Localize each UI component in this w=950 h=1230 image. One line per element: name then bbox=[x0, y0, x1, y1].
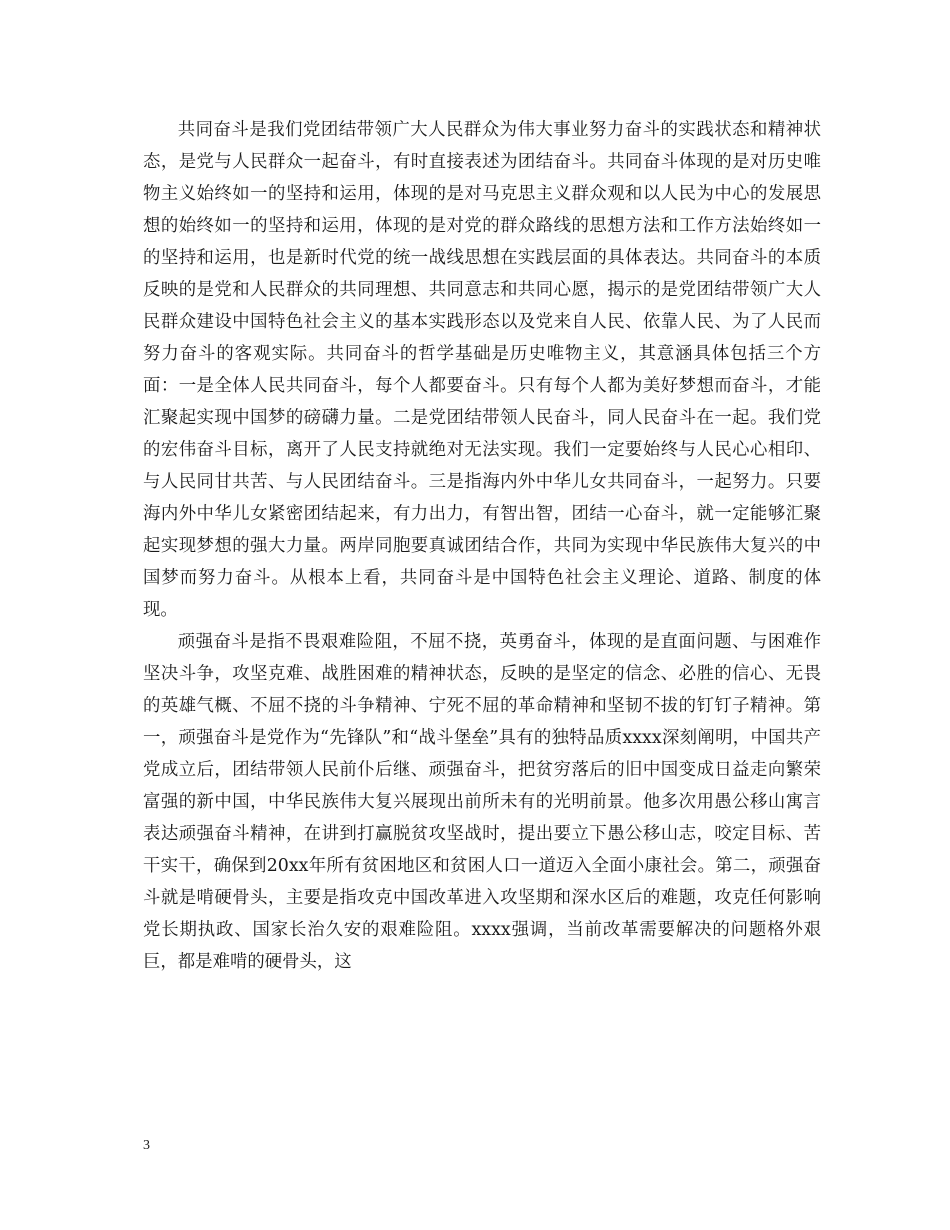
paragraph-tenacious-struggle: 顽强奋斗是指不畏艰难险阻，不屈不挠，英勇奋斗，体现的是直面问题、与困难作坚决斗争，攻坚克难、战胜困难的精神状态，反映的是坚定的信念、必胜的信心、无畏的英雄气概、不屈不挠的斗争精神、宁死不屈的革命精神和坚韧不拔的钉钉子精神。第一，顽强奋斗是党作为“先锋队”和“战斗堡垒”具有的独特品质xxxx深刻阐明，中国共产党成立后，团结带领人民前仆后继、顽强奋斗，把贫穷落后的旧中国变成日益走向繁荣富强的新中国，中华民族伟大复兴展现出前所未有的光明前景。他多次用愚公移山寓言表达顽强奋斗精神，在讲到打赢脱贫攻坚战时，提出要立下愚公移山志，咬定目标、苦干实干，确保到20xx年所有贫困地区和贫困人口一道迈入全面小康社会。第二，顽强奋斗就是啃硬骨头，主要是指攻克中国改革进入攻坚期和深水区后的难题，攻克任何影响党长期执政、国家长治久安的艰难险阻。xxxx强调，当前改革需要解决的问题格外艰巨，都是难啃的硬骨头，这 bbox=[143, 632, 821, 972]
body-text bbox=[143, 114, 821, 978]
page-number: 3 bbox=[143, 1138, 150, 1153]
paragraph-joint-struggle: 共同奋斗是我们党团结带领广大人民群众为伟大事业努力奋斗的实践状态和精神状态，是党与人民群众一起奋斗，有时直接表述为团结奋斗。共同奋斗体现的是对历史唯物主义始终如一的坚持和运用，体现的是对马克思主义群众观和以人民为中心的发展思想的始终如一的坚持和运用，体现的是对党的群众路线的思想方法和工作方法始终如一的坚持和运用，也是新时代党的统一战线思想在实践层面的具体表达。共同奋斗的本质反映的是党和人民群众的共同理想、共同意志和共同心愿，揭示的是党团结带领广大人民群众建设中国特色社会主义的基本实践形态以及党来自人民、依靠人民、为了人民而努力奋斗的客观实际。共同奋斗的哲学基础是历史唯物主义，其意涵具体包括三个方面：一是全体人民共同奋斗，每个人都要奋斗。只有每个人都为美好梦想而奋斗，才能汇聚起实现中国梦的磅礴力量。二是党团结带领人民奋斗，同人民奋斗在一起。我们党的宏伟奋斗目标，离开了人民支持就绝对无法实现。我们一定要始终与人民心心相印、与人民同甘共苦、与人民团结奋斗。三是指海内外中华儿女共同奋斗，一起努力。只要海内外中华儿女紧密团结起来，有力出力，有智出智，团结一心奋斗，就一定能够汇聚起实现梦想的强大力量。两岸同胞要真诚团结合作，共同为实现中华民族伟大复兴的中国梦而努力奋斗。从根本上看，共同奋斗是中国特色社会主义理论、道路、制度的体现。 bbox=[143, 120, 821, 620]
